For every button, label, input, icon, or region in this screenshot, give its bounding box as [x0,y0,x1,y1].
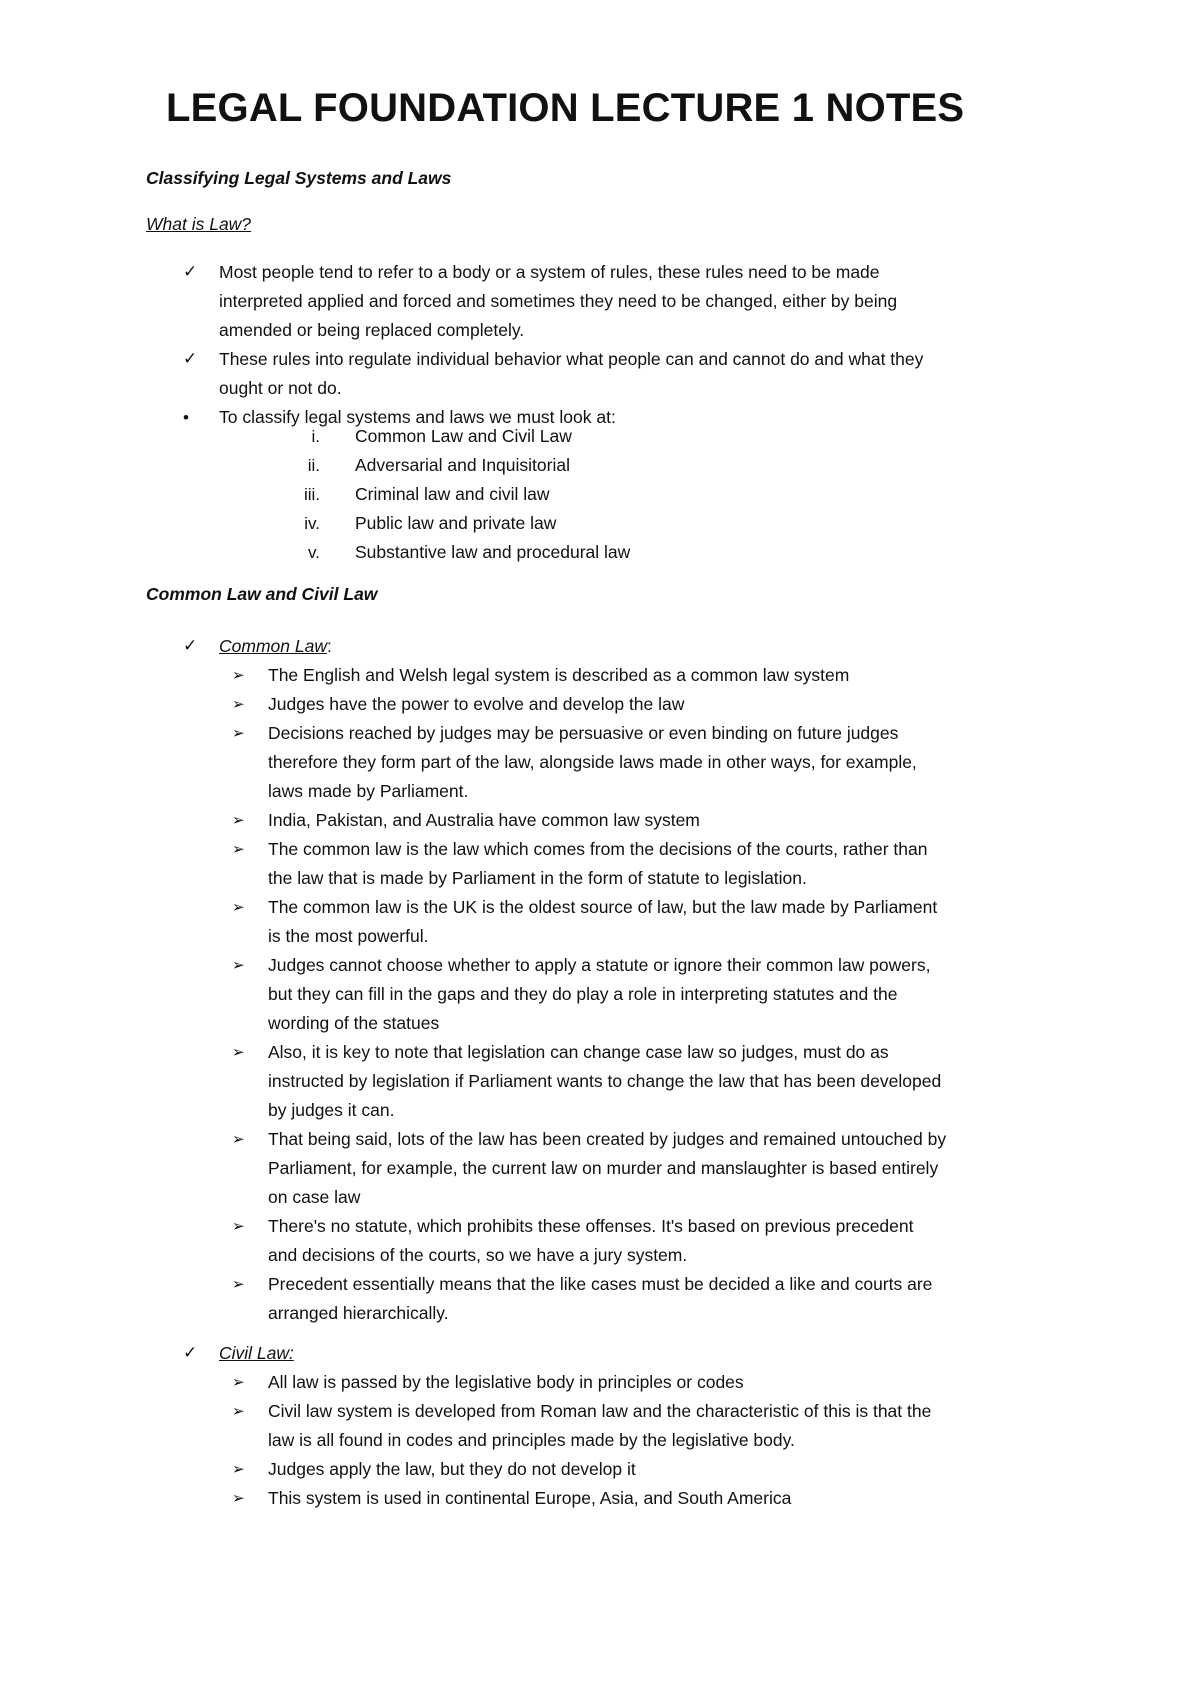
list-item-line: amended or being replaced completely. [219,320,525,340]
roman-numeral: iv. [304,514,320,533]
arrow-bullet-icon: ➢ [232,724,245,742]
civil-law-point-line: This system is used in continental Europe, Asia, and South America [268,1488,792,1508]
arrow-bullet-icon: ➢ [232,695,245,713]
common-law-point-line: Judges have the power to evolve and develop the law [268,694,685,714]
check-icon: ✓ [183,1343,198,1363]
bullet-icon: • [183,408,189,427]
what-is-law-heading: What is Law? [146,214,252,234]
roman-list-item: Adversarial and Inquisitorial [355,455,570,475]
common-law-point-line: therefore they form part of the law, alongside laws made in other ways, for example, [268,752,917,772]
arrow-bullet-icon: ➢ [232,666,245,684]
check-icon: ✓ [183,349,198,369]
common-law-point-line: but they can fill in the gaps and they do play a role in interpreting statutes and the [268,984,898,1004]
common-law-point-line: is the most powerful. [268,926,429,946]
arrow-bullet-icon: ➢ [232,1460,245,1478]
common-law-point-line: wording of the statues [268,1013,440,1033]
common-law-point-line: instructed by legislation if Parliament wants to change the law that has been developed [268,1071,942,1091]
common-law-point-line: There's no statute, which prohibits these offenses. It's based on previous precedent [268,1216,914,1236]
list-item-line: Most people tend to refer to a body or a system of rules, these rules need to be made [219,262,880,282]
roman-list-item: Criminal law and civil law [355,484,550,504]
civil-law-point-line: law is all found in codes and principles made by the legislative body. [268,1430,795,1450]
arrow-bullet-icon: ➢ [232,1373,245,1391]
common-law-point-line: The English and Welsh legal system is described as a common law system [268,665,850,685]
common-law-point-line: by judges it can. [268,1100,395,1120]
roman-list-item: Common Law and Civil Law [355,426,572,446]
common-law-point-line: The common law is the UK is the oldest source of law, but the law made by Parliament [268,897,938,917]
roman-numeral: i. [311,427,320,446]
civil-law-point-line: Judges apply the law, but they do not develop it [268,1459,636,1479]
arrow-bullet-icon: ➢ [232,1275,245,1293]
common-law-point-line: laws made by Parliament. [268,781,469,801]
roman-list-item: Substantive law and procedural law [355,542,631,562]
list-item-line: ought or not do. [219,378,342,398]
arrow-bullet-icon: ➢ [232,840,245,858]
civil-law-point-line: All law is passed by the legislative body in principles or codes [268,1372,744,1392]
arrow-bullet-icon: ➢ [232,1130,245,1148]
list-item-line: To classify legal systems and laws we must look at: [219,407,616,427]
section-heading-common-civil: Common Law and Civil Law [146,584,378,604]
roman-list-item: Public law and private law [355,513,557,533]
arrow-bullet-icon: ➢ [232,1043,245,1061]
common-law-point-line: India, Pakistan, and Australia have common law system [268,810,700,830]
common-law-label-text: Common Law [219,636,327,656]
common-law-point-line: The common law is the law which comes from the decisions of the courts, rather than [268,839,928,859]
list-item-line: interpreted applied and forced and sometimes they need to be changed, either by being [219,291,898,311]
common-law-point-line: That being said, lots of the law has been created by judges and remained untouched by [268,1129,947,1149]
common-law-point-line: Judges cannot choose whether to apply a statute or ignore their common law powers, [268,955,931,975]
civil-law-label: Civil Law: [219,1343,294,1363]
common-law-label [219,632,332,661]
arrow-bullet-icon: ➢ [232,1217,245,1235]
subtitle: Classifying Legal Systems and Laws [146,168,452,188]
common-law-point-line: Decisions reached by judges may be persuasive or even binding on future judges [268,723,899,743]
page-title: LEGAL FOUNDATION LECTURE 1 NOTES [166,86,965,130]
common-law-point-line: and decisions of the courts, so we have a jury system. [268,1245,688,1265]
roman-numeral: iii. [303,485,320,504]
common-law-point-line: Parliament, for example, the current law on murder and manslaughter is based entirely [268,1158,939,1178]
roman-numeral: v. [308,543,320,562]
list-item-line: These rules into regulate individual behavior what people can and cannot do and what they [219,349,924,369]
common-law-point-line: the law that is made by Parliament in the form of statute to legislation. [268,868,807,888]
arrow-bullet-icon: ➢ [232,811,245,829]
civil-law-point-line: Civil law system is developed from Roman law and the characteristic of this is that the [268,1401,932,1421]
common-law-point-line: on case law [268,1187,361,1207]
arrow-bullet-icon: ➢ [232,1402,245,1420]
common-law-point-line: Also, it is key to note that legislation can change case law so judges, must do as [268,1042,889,1062]
common-law-point-line: arranged hierarchically. [268,1303,449,1323]
arrow-bullet-icon: ➢ [232,956,245,974]
common-law-label-suffix: : [326,636,332,656]
arrow-bullet-icon: ➢ [232,1489,245,1507]
roman-numeral: ii. [307,456,320,475]
common-law-point-line: Precedent essentially means that the like cases must be decided a like and courts are [268,1274,933,1294]
check-icon: ✓ [183,262,198,282]
check-icon: ✓ [183,636,198,656]
arrow-bullet-icon: ➢ [232,898,245,916]
